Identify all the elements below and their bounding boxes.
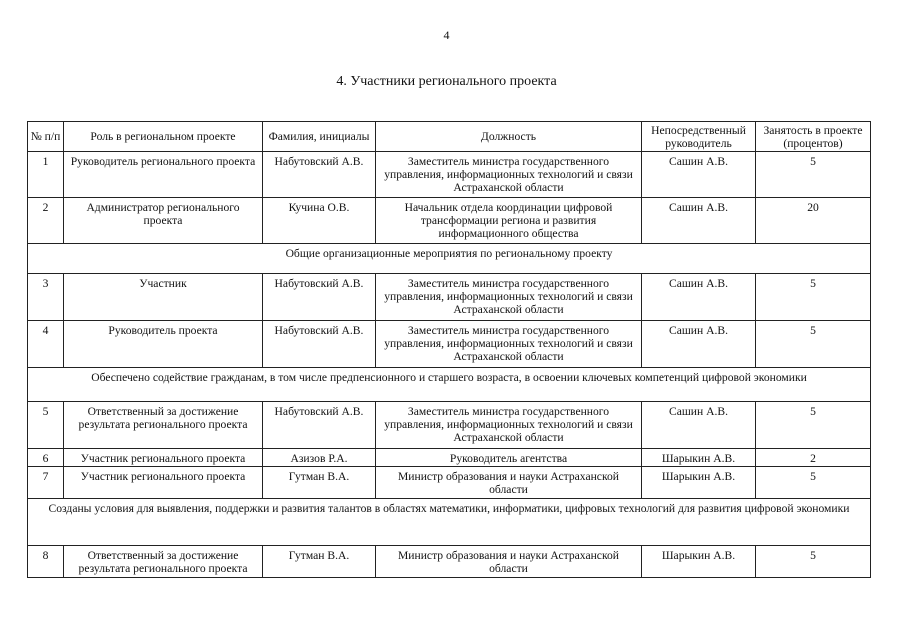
cell-num: 5 [28,402,64,449]
cell-role: Участник регионального проекта [64,467,263,499]
cell-position: Заместитель министра государственного управления, информационных технологий и связи Астраханской области [376,321,642,368]
cell-name: Гутман В.А. [263,546,376,578]
cell-role: Ответственный за достижение результата регионального проекта [64,402,263,449]
cell-manager: Сашин А.В. [642,402,756,449]
cell-name: Набутовский А.В. [263,321,376,368]
section-row [28,368,871,402]
section-row [28,244,871,274]
participants-table [27,121,871,578]
cell-load: 5 [756,402,871,449]
cell-position: Министр образования и науки Астраханской области [376,467,642,499]
cell-load: 5 [756,321,871,368]
cell-position: Руководитель агентства [376,449,642,467]
cell-position: Начальник отдела координации цифровой трансформации региона и развития информационного общества [376,198,642,244]
cell-num: 1 [28,152,64,198]
cell-name: Гутман В.А. [263,467,376,499]
cell-manager: Сашин А.В. [642,321,756,368]
cell-load: 5 [756,546,871,578]
cell-load: 20 [756,198,871,244]
cell-position: Заместитель министра государственного управления, информационных технологий и связи Астраханской области [376,152,642,198]
cell-num: 4 [28,321,64,368]
cell-name: Набутовский А.В. [263,274,376,321]
section-row [28,499,871,546]
table-row [28,274,871,321]
cell-load: 5 [756,152,871,198]
cell-position: Заместитель министра государственного управления, информационных технологий и связи Астраханской области [376,402,642,449]
table-row [28,546,871,578]
cell-load: 5 [756,274,871,321]
cell-manager: Шарыкин А.В. [642,467,756,499]
table-header-row [28,122,871,152]
cell-name: Набутовский А.В. [263,152,376,198]
table-row [28,449,871,467]
cell-manager: Сашин А.В. [642,274,756,321]
cell-role: Участник [64,274,263,321]
section-heading: Обеспечено содействие гражданам, в том числе предпенсионного и старшего возраста, в освоении ключевых компетенций цифровой экономики [28,368,871,402]
cell-role: Администратор регионального проекта [64,198,263,244]
table-row [28,152,871,198]
section-heading: Созданы условия для выявления, поддержки и развития талантов в областях математики, информатики, цифровых технологий для развития цифровой экономики [28,499,871,546]
cell-num: 3 [28,274,64,321]
cell-num: 7 [28,467,64,499]
cell-position: Министр образования и науки Астраханской области [376,546,642,578]
page-number: 4 [443,28,450,42]
header-role: Роль в региональном проекте [64,122,263,152]
cell-num: 6 [28,449,64,467]
section-heading: Общие организационные мероприятия по региональному проекту [28,244,871,274]
cell-name: Набутовский А.В. [263,402,376,449]
section-title: 4. Участники регионального проекта [336,74,557,89]
header-load: Занятость в проекте (процентов) [756,122,871,152]
cell-manager: Сашин А.В. [642,152,756,198]
table-row [28,198,871,244]
cell-role: Ответственный за достижение результата регионального проекта [64,546,263,578]
cell-manager: Шарыкин А.В. [642,449,756,467]
table-row [28,402,871,449]
cell-manager: Шарыкин А.В. [642,546,756,578]
header-manager: Непосредственный руководитель [642,122,756,152]
cell-role: Руководитель регионального проекта [64,152,263,198]
cell-num: 8 [28,546,64,578]
cell-name: Кучина О.В. [263,198,376,244]
cell-load: 5 [756,467,871,499]
header-position: Должность [376,122,642,152]
table-row [28,321,871,368]
header-name: Фамилия, инициалы [263,122,376,152]
table-row [28,467,871,499]
cell-num: 2 [28,198,64,244]
header-num: № п/п [28,122,64,152]
cell-load: 2 [756,449,871,467]
cell-role: Участник регионального проекта [64,449,263,467]
cell-position: Заместитель министра государственного управления, информационных технологий и связи Астраханской области [376,274,642,321]
cell-name: Азизов Р.А. [263,449,376,467]
cell-role: Руководитель проекта [64,321,263,368]
cell-manager: Сашин А.В. [642,198,756,244]
